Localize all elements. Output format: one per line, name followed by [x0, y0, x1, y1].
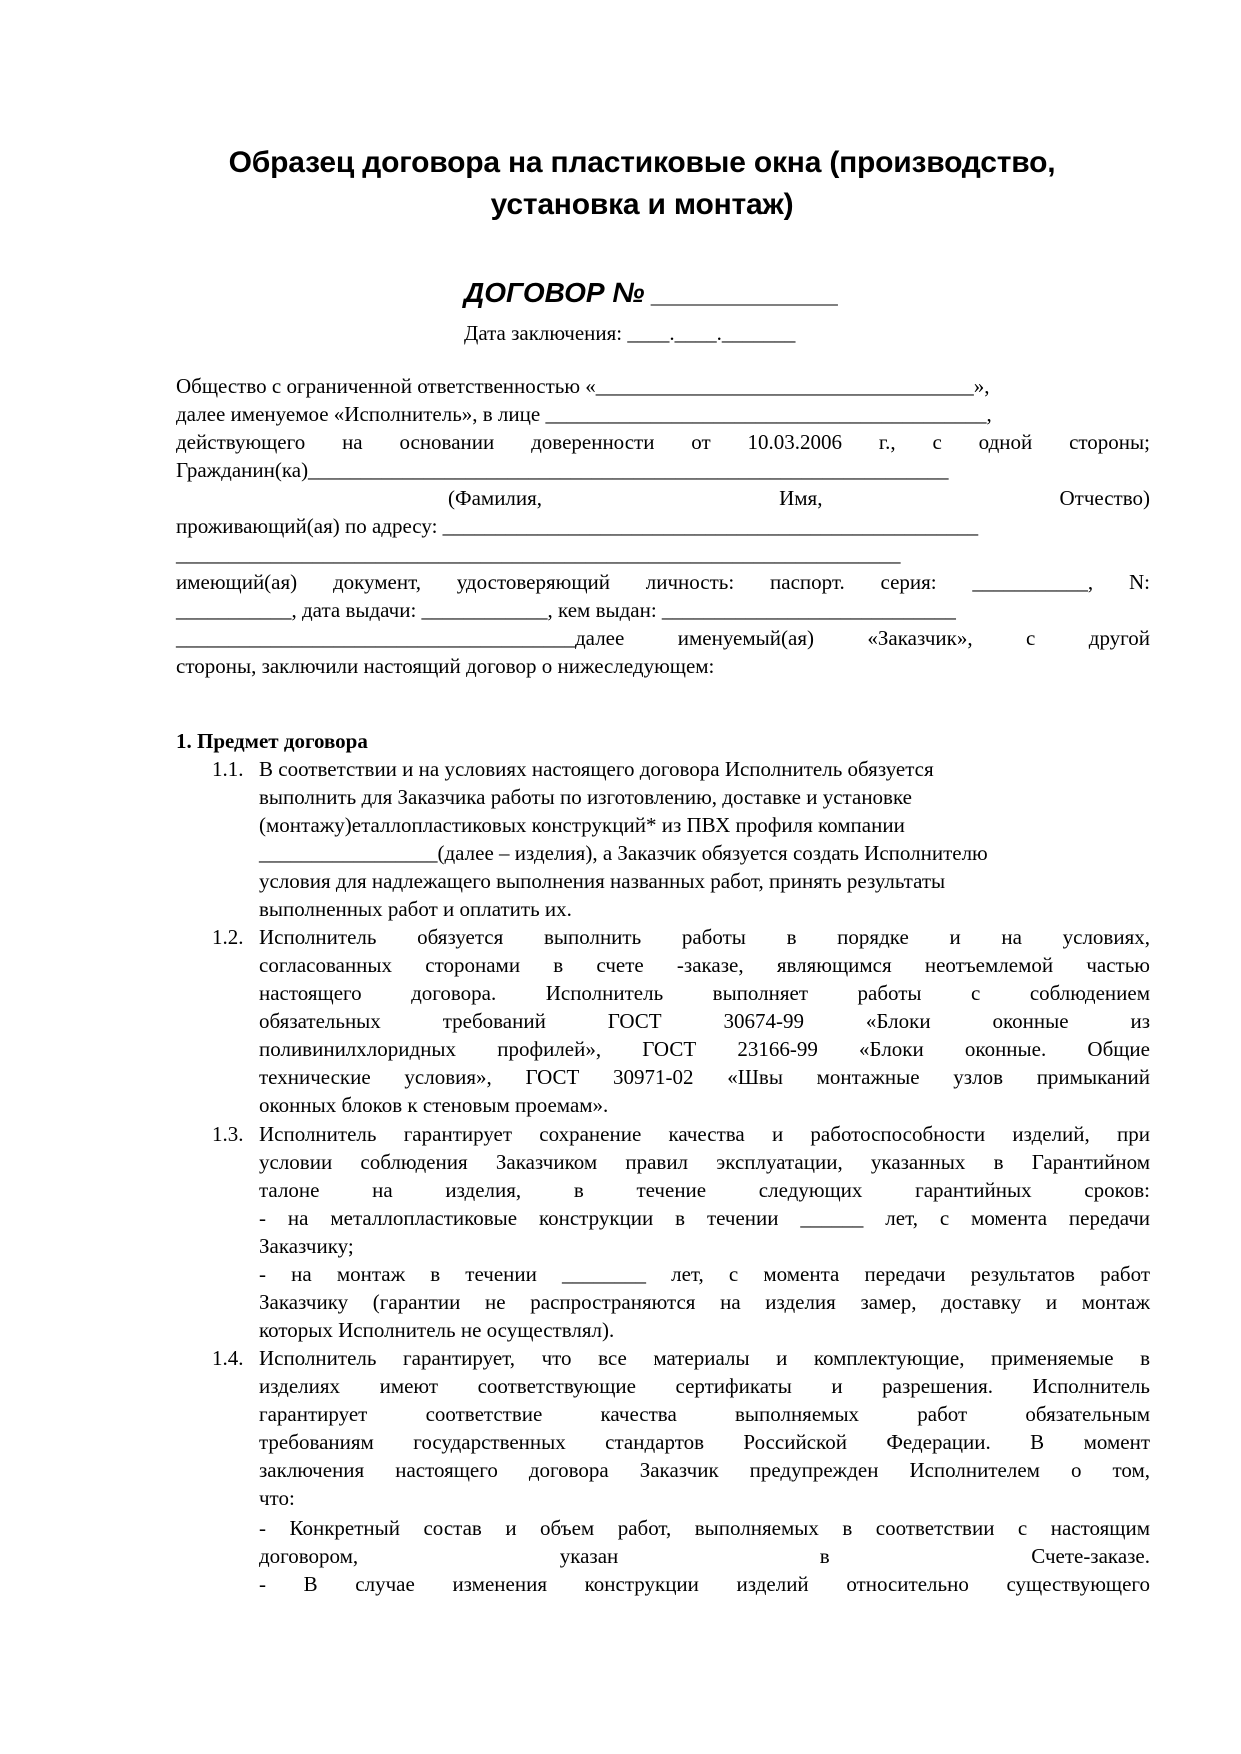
item-line: условии соблюдения Заказчиком правил эксплуатации, указанных в Гарантийном	[259, 1150, 1150, 1174]
item-line: согласованных сторонами в счете -заказе, являющимся неотъемлемой частью	[259, 953, 1150, 977]
item-line: гарантирует соответствие качества выполняемых работ обязательным	[259, 1402, 1150, 1426]
item-number: 1.4.	[212, 1346, 244, 1370]
item-line: договором, указан в Счете-заказе.	[259, 1544, 1150, 1568]
title-line-1: Образец договора на пластиковые окна (производство,	[228, 146, 1056, 179]
item-line: настоящего договора. Исполнитель выполняет работы с соблюдением	[259, 981, 1150, 1005]
preamble-line: далее именуемое «Исполнитель», в лице __________________________________________,	[176, 402, 992, 426]
preamble-line: _____________________________________________________________________	[176, 542, 901, 566]
item-number: 1.3.	[212, 1122, 244, 1146]
item-number: 1.2.	[212, 925, 244, 949]
item-line: технические условия», ГОСТ 30971-02 «Швы монтажные узлов примыканий	[259, 1065, 1150, 1089]
item-line: - на металлопластиковые конструкции в течении ______ лет, с момента передачи	[259, 1206, 1150, 1230]
title-line-2: установка и монтаж)	[490, 188, 794, 221]
item-line: Исполнитель обязуется выполнить работы в порядке и на условиях,	[259, 925, 1150, 949]
item-line: требованиям государственных стандартов Российской Федерации. В момент	[259, 1430, 1150, 1454]
item-line: талоне на изделия, в течение следующих гарантийных сроков:	[259, 1178, 1150, 1202]
preamble-line: имеющий(ая) документ, удостоверяющий личность: паспорт. серия: ___________, N:	[176, 570, 1150, 594]
item-line: В соответствии и на условиях настоящего договора Исполнитель обязуется	[259, 757, 934, 781]
item-line: условия для надлежащего выполнения названных работ, принять результаты	[259, 869, 946, 893]
item-line: Исполнитель гарантирует, что все материалы и комплектующие, применяемые в	[259, 1346, 1150, 1370]
item-line: изделиях имеют соответствующие сертификаты и разрешения. Исполнитель	[259, 1374, 1150, 1398]
preamble-line: действующего на основании доверенности от 10.03.2006 г., с одной стороны;	[176, 430, 1150, 454]
item-number: 1.1.	[212, 757, 244, 781]
item-line: Заказчику (гарантии не распространяются на изделия замер, доставку и монтаж	[259, 1290, 1150, 1314]
item-line: - В случае изменения конструкции изделий относительно существующего	[259, 1572, 1150, 1596]
item-line: Исполнитель гарантирует сохранение качества и работоспособности изделий, при	[259, 1122, 1150, 1146]
item-line: выполненных работ и оплатить их.	[259, 897, 572, 921]
item-line: _________________(далее – изделия), а Заказчик обязуется создать Исполнителю	[259, 841, 988, 865]
preamble-line: ______________________________________далее именуемый(ая) «Заказчик», с другой	[176, 626, 1150, 650]
item-line: - на монтаж в течении ________ лет, с момента передачи результатов работ	[259, 1262, 1150, 1286]
item-line: оконных блоков к стеновым проемам».	[259, 1093, 609, 1117]
contract-number-heading: ДОГОВОР № ____________	[464, 277, 840, 308]
document-title	[150, 142, 1134, 226]
preamble-line: Общество с ограниченной ответственностью «____________________________________»,	[176, 374, 990, 398]
conclusion-date-line: Дата заключения: ____.____._______	[464, 321, 796, 345]
item-line: поливинилхлоридных профилей», ГОСТ 23166-99 «Блоки оконные. Общие	[259, 1037, 1150, 1061]
item-line: которых Исполнитель не осуществлял).	[259, 1318, 615, 1342]
item-line: Заказчику;	[259, 1234, 354, 1258]
item-line: - Конкретный состав и объем работ, выполняемых в соответствии с настоящим	[259, 1516, 1150, 1540]
item-line: заключения настоящего договора Заказчик предупрежден Исполнителем о том,	[259, 1458, 1150, 1482]
preamble-line: Гражданин(ка)_____________________________________________________________	[176, 458, 949, 482]
section-heading: 1. Предмет договора	[176, 729, 368, 753]
preamble-line: ___________, дата выдачи: ____________, кем выдан: ____________________________	[176, 598, 956, 622]
preamble-line: проживающий(ая) по адресу: ___________________________________________________	[176, 514, 979, 538]
preamble-line: стороны, заключили настоящий договор о нижеследующем:	[176, 654, 715, 678]
item-line: что:	[259, 1486, 295, 1510]
item-line: (монтажу)еталлопластиковых конструкций* из ПВХ профиля компании	[259, 813, 905, 837]
item-line: обязательных требований ГОСТ 30674-99 «Блоки оконные из	[259, 1009, 1150, 1033]
name-hint-line: (Фамилия, Имя, Отчество)	[448, 486, 1150, 510]
item-line: выполнить для Заказчика работы по изготовлению, доставке и установке	[259, 785, 912, 809]
